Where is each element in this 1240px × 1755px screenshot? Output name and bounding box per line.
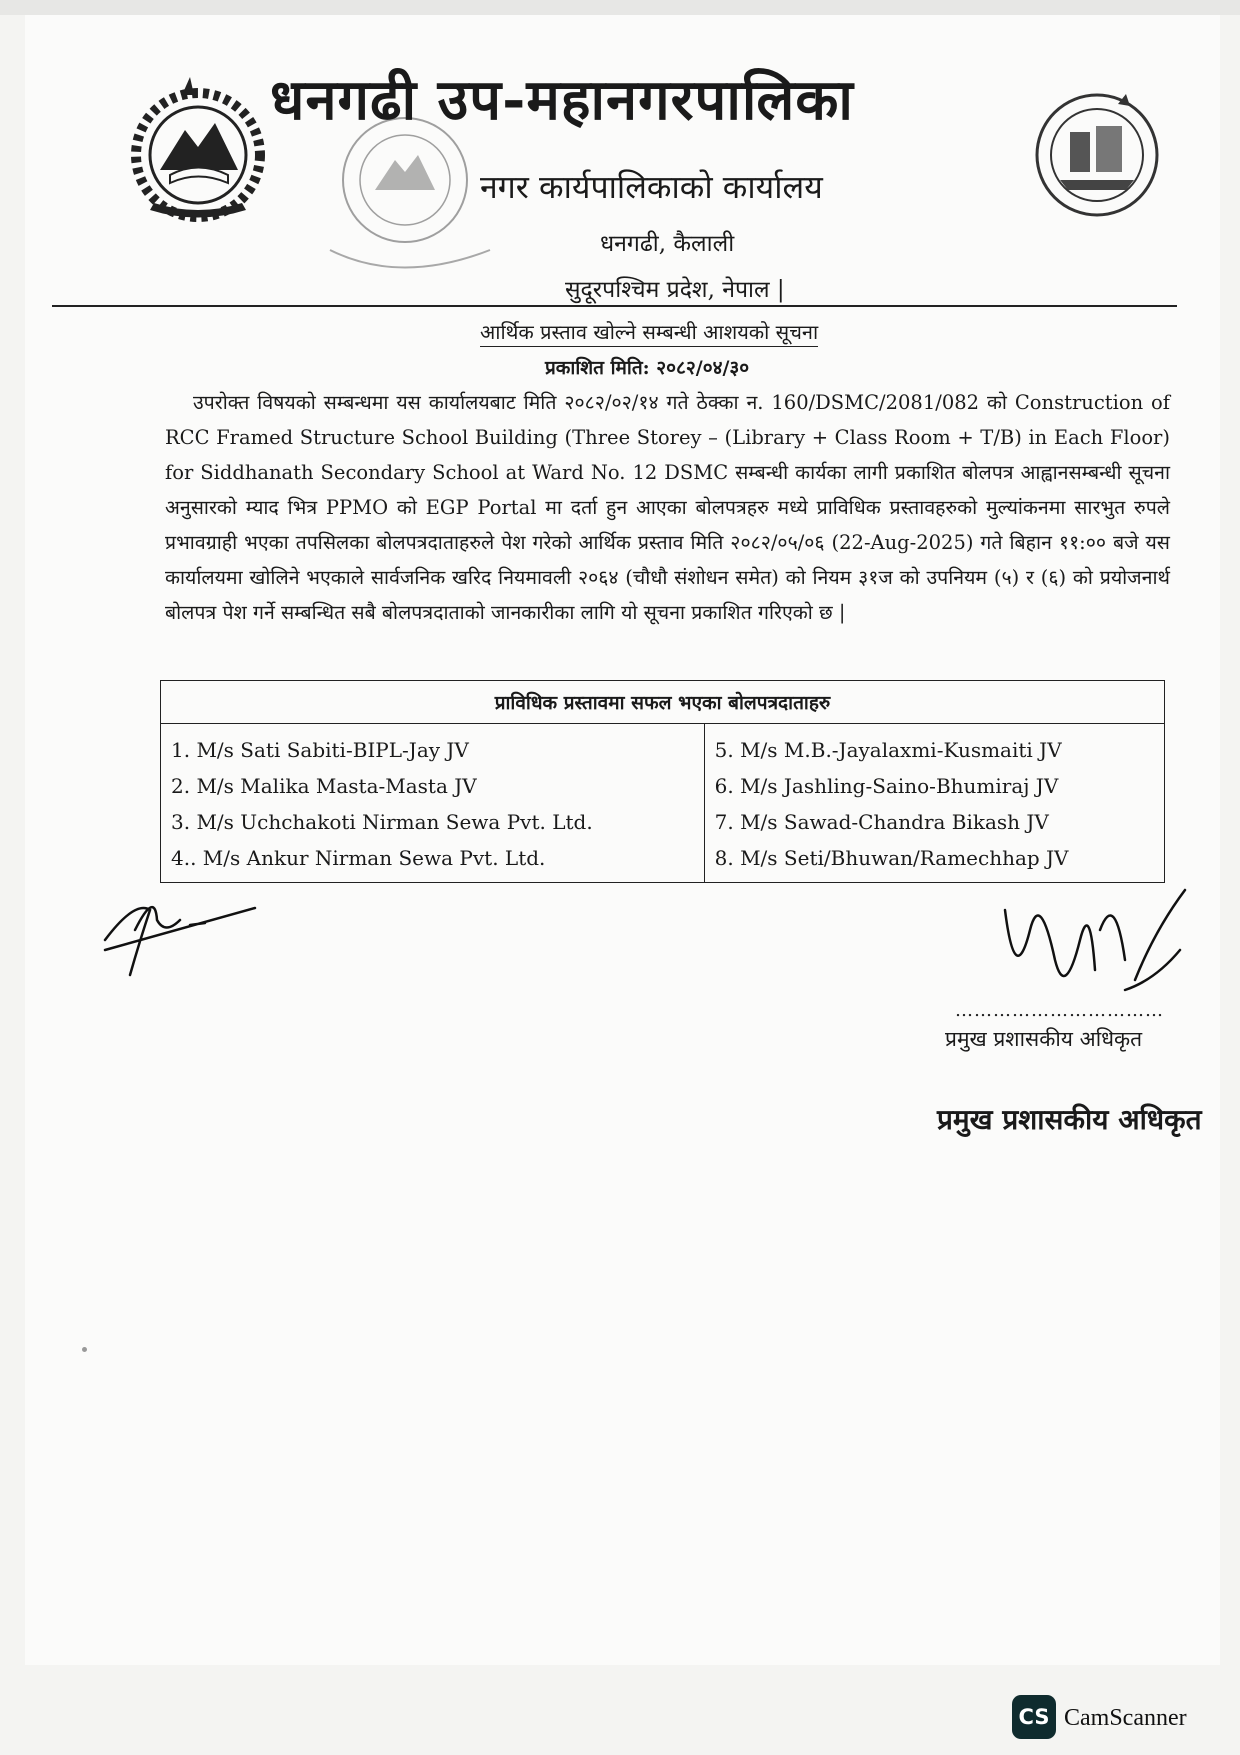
- header-divider: [52, 305, 1177, 307]
- bidder-3: 3. M/s Uchchakoti Nirman Sewa Pvt. Ltd.: [161, 804, 705, 840]
- municipality-logo-icon: [1030, 90, 1165, 220]
- signatory-title-stamp: प्रमुख प्रशासकीय अधिकृत: [937, 1103, 1202, 1136]
- office-name: नगर कार्यपालिकाको कार्यालय: [480, 168, 823, 206]
- initials-signature: [95, 880, 265, 990]
- notice-subject: आर्थिक प्रस्ताव खोल्ने सम्बन्धी आशयको सूचना: [480, 318, 818, 347]
- table-row: [161, 768, 1165, 804]
- scan-speck: [82, 1347, 87, 1352]
- municipality-name: धनगढी उप-महानगरपालिका: [270, 67, 854, 133]
- table-row: [161, 724, 1165, 769]
- nepal-emblem-icon: [120, 75, 275, 225]
- bidder-8: 8. M/s Seti/Bhuwan/Ramechhap JV: [704, 840, 1164, 883]
- bidder-4: 4.. M/s Ankur Nirman Sewa Pvt. Ltd.: [161, 840, 705, 883]
- bidders-table-heading: प्राविधिक प्रस्तावमा सफल भएका बोलपत्रदाताहरु: [161, 681, 1165, 724]
- scan-edge: [0, 0, 1240, 15]
- bidder-5: 5. M/s M.B.-Jayalaxmi-Kusmaiti JV: [704, 724, 1164, 769]
- notice-body: [165, 385, 1170, 630]
- notice-body-text: उपरोक्त विषयको सम्बन्धमा यस कार्यालयबाट मिति २०८२/०२/१४ गते ठेक्का न. 160/DSMC/2081/082 को Construction of RCC Framed Structure School Building (Three Storey – (Library + Class Room + T/B) in Each Floor) for Siddhanath Secondary School at Ward No. 12 DSMC सम्बन्धी कार्यका लागी प्रकाशित बोलपत्र आह्वानसम्बन्धी सूचना अनुसारको म्याद भित्र PPMO को EGP Portal मा दर्ता हुन आएका बोलपत्रहरु मध्ये प्राविधिक प्रस्तावहरुको मुल्यांकनमा सारभुत रुपले प्रभावग्राही भएका तपसिलका बोलपत्रदाताहरुले पेश गरेको आर्थिक प्रस्ताव मिति २०८२/०५/०६ (22-Aug-2025) गते बिहान ११:०० बजे यस कार्यालयमा खोलिने भएकाले सार्वजनिक खरिद नियमावली २०६४ (चौधौ संशोधन समेत) को नियम ३१ज को उपनियम (५) र (६) को प्रयोजनार्थ बोलपत्र पेश गर्ने सम्बन्धित सबै बोलपत्रदाताको जानकारीका लागि यो सूचना प्रकाशित गरिएको छ |: [165, 391, 1170, 624]
- camscanner-watermark: CamScanner: [1064, 1705, 1187, 1731]
- office-location: धनगढी, कैलाली: [600, 231, 735, 257]
- table-row: [161, 804, 1165, 840]
- published-date: प्रकाशित मिति: २०८२/०४/३०: [545, 357, 750, 379]
- bidder-2: 2. M/s Malika Masta-Masta JV: [161, 768, 705, 804]
- bidders-table: [160, 680, 1165, 883]
- province-country: सुदूरपश्चिम प्रदेश, नेपाल |: [565, 277, 785, 303]
- officer-signature: [985, 870, 1195, 1020]
- bidder-6: 6. M/s Jashling-Saino-Bhumiraj JV: [704, 768, 1164, 804]
- bidder-7: 7. M/s Sawad-Chandra Bikash JV: [704, 804, 1164, 840]
- bidder-1: 1. M/s Sati Sabiti-BIPL-Jay JV: [161, 724, 705, 769]
- signature-line: ……………………………: [955, 1000, 1164, 1021]
- camscanner-logo-icon: CS: [1012, 1695, 1056, 1739]
- signatory-title: प्रमुख प्रशासकीय अधिकृत: [945, 1027, 1143, 1051]
